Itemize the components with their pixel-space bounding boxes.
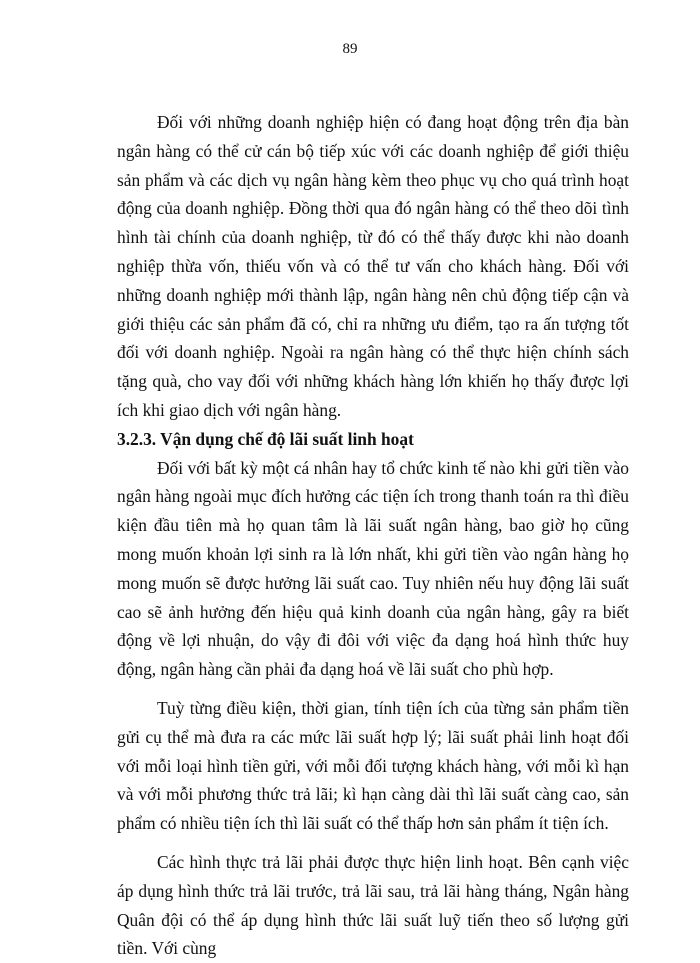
document-body bbox=[117, 108, 629, 963]
paragraph-payment-methods: Các hình thực trả lãi phải được thực hiện linh hoạt. Bên cạnh việc áp dụng hình thức trả lãi trước, trả lãi sau, trả lãi hàng tháng, Ngân hàng Quân đội có thể áp dụng hình thức lãi suất luỹ tiến theo số lượng gửi tiền. Với cùng bbox=[117, 851, 629, 959]
section-heading: 3.2.3. Vận dụng chế độ lãi suất linh hoạt bbox=[117, 428, 414, 449]
paragraph-interest-rate-concern: Đối với bất kỳ một cá nhân hay tổ chức kinh tế nào khi gửi tiền vào ngân hàng ngoài mục đích hưởng các tiện ích trong thanh toán ra thì điều kiện đầu tiên mà họ quan tâm là lãi suất ngân hàng, bao giờ họ cũng mong muốn khoản lợi sinh ra là lớn nhất, khi gửi tiền vào ngân hàng họ mong muốn sẽ được hưởng lãi suất cao. Tuy nhiên nếu huy động lãi suất cao sẽ ảnh hưởng đến hiệu quả kinh doanh của ngân hàng, gây ra biết động về lợi nhuận, do vậy đi đôi với việc đa dạng hoá hình thức huy động, ngân hàng cần phải đa dạng hoá về lãi suất cho phù hợp. bbox=[117, 457, 629, 680]
page-number: 89 bbox=[342, 41, 358, 57]
paragraph-rate-flexibility: Tuỳ từng điều kiện, thời gian, tính tiện ích của từng sản phẩm tiền gửi cụ thể mà đưa ra các mức lãi suất hợp lý; lãi suất phải linh hoạt đối với mỗi loại hình tiền gửi, với mỗi đối tượng khách hàng, với mỗi kì hạn và với mỗi phương thức trả lãi; kì hạn càng dài thì lãi suất càng cao, sản phẩm có nhiều tiện ích thì lãi suất có thể thấp hơn sản phẩm ít tiện ích. bbox=[117, 697, 629, 834]
paragraph-business-outreach: Đối với những doanh nghiệp hiện có đang hoạt động trên địa bàn ngân hàng có thể cử cán bộ tiếp xúc với các doanh nghiệp để giới thiệu sản phẩm và các dịch vụ ngân hàng kèm theo phục vụ cho quá trình hoạt động của doanh nghiệp. Đồng thời qua đó ngân hàng có thể theo dõi tình hình tài chính của doanh nghiệp, từ đó có thể thấy được khi nào doanh nghiệp thừa vốn, thiếu vốn và có thể tư vấn cho khách hàng. Đối với những doanh nghiệp mới thành lập, ngân hàng nên chủ động tiếp cận và giới thiệu các sản phẩm đã có, chỉ ra những ưu điểm, tạo ra ấn tượng tốt đối với doanh nghiệp. Ngoài ra ngân hàng có thể thực hiện chính sách tặng quà, cho vay đối với những khách hàng lớn khiến họ thấy được lợi ích khi giao dịch với ngân hàng. bbox=[117, 112, 629, 420]
